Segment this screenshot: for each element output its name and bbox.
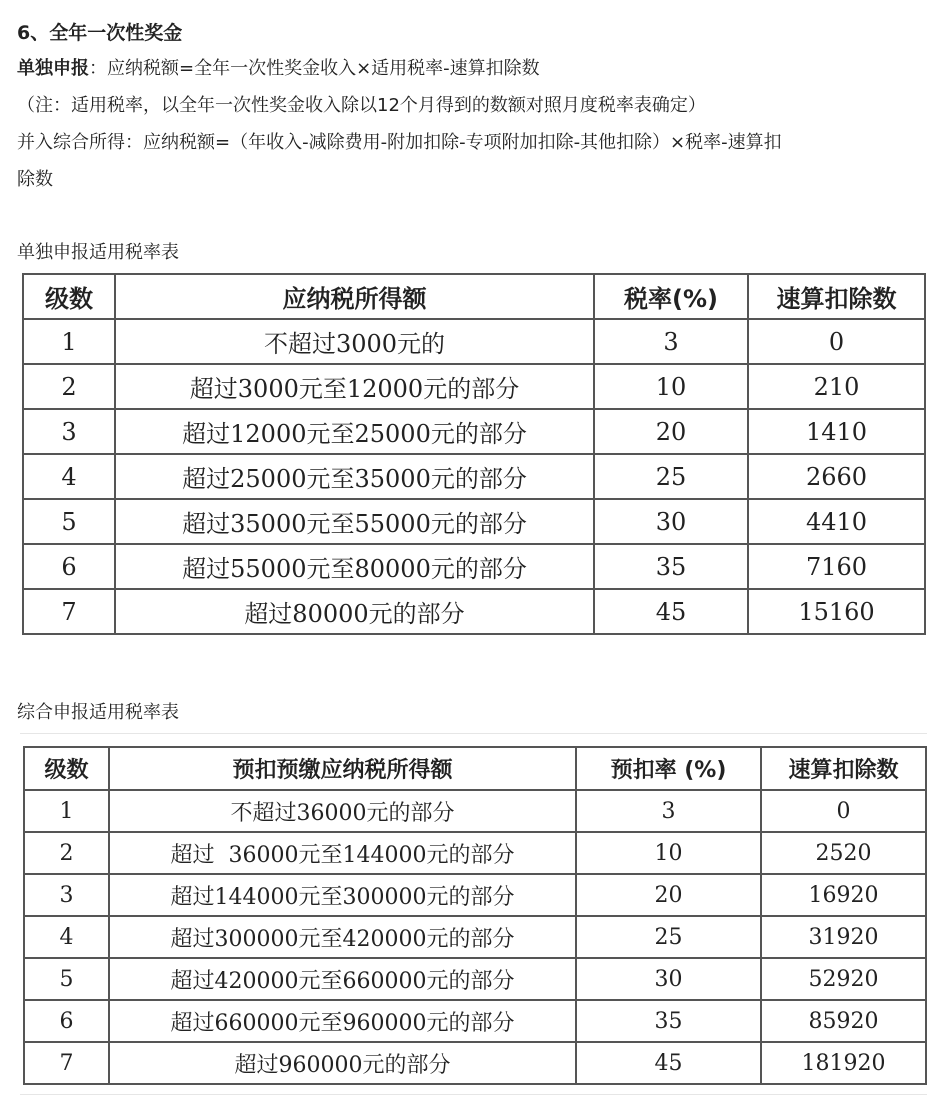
cell-level: 3 (24, 874, 109, 916)
cell-level: 7 (24, 1042, 109, 1084)
table-row (23, 499, 925, 544)
header-deduction: 速算扣除数 (748, 274, 925, 319)
table-row (24, 832, 926, 874)
header-withholding-income: 预扣预缴应纳税所得额 (109, 747, 576, 790)
cell-income: 超过144000元至300000元的部分 (109, 874, 576, 916)
cell-income: 超过420000元至660000元的部分 (109, 958, 576, 1000)
cell-income: 超过25000元至35000元的部分 (115, 454, 594, 499)
cell-deduction: 16920 (761, 874, 926, 916)
cell-income: 超过80000元的部分 (115, 589, 594, 634)
cell-rate: 20 (576, 874, 761, 916)
table-header-row (24, 747, 926, 790)
section-heading: 6、全年一次性奖金 (17, 22, 183, 44)
cell-level: 4 (23, 454, 115, 499)
cell-rate: 10 (594, 364, 748, 409)
cell-income: 超过660000元至960000元的部分 (109, 1000, 576, 1042)
cell-deduction: 2660 (748, 454, 925, 499)
cell-rate: 45 (594, 589, 748, 634)
cell-rate: 25 (576, 916, 761, 958)
cell-rate: 45 (576, 1042, 761, 1084)
cell-income: 超过55000元至80000元的部分 (115, 544, 594, 589)
table-row (24, 958, 926, 1000)
table-row (23, 589, 925, 634)
cell-level: 6 (24, 1000, 109, 1042)
cell-deduction: 181920 (761, 1042, 926, 1084)
cell-rate: 35 (576, 1000, 761, 1042)
combined-tax-rate-table (23, 746, 927, 1085)
formula-combined: 并入综合所得：应纳税额=（年收入-减除费用-附加扣除-专项附加扣除-其他扣除）×税率-速算扣 (17, 132, 782, 153)
cell-level: 3 (23, 409, 115, 454)
cell-deduction: 210 (748, 364, 925, 409)
header-deduction: 速算扣除数 (761, 747, 926, 790)
cell-deduction: 1410 (748, 409, 925, 454)
table-row (24, 1042, 926, 1084)
cell-rate: 35 (594, 544, 748, 589)
cell-rate: 30 (576, 958, 761, 1000)
cell-deduction: 85920 (761, 1000, 926, 1042)
cell-income: 超过300000元至420000元的部分 (109, 916, 576, 958)
cell-level: 1 (23, 319, 115, 364)
header-rate: 税率(%) (594, 274, 748, 319)
header-level: 级数 (23, 274, 115, 319)
cell-deduction: 4410 (748, 499, 925, 544)
cell-level: 4 (24, 916, 109, 958)
separate-tax-rate-table (22, 273, 926, 635)
table2-caption: 综合申报适用税率表 (17, 702, 179, 723)
cell-deduction: 52920 (761, 958, 926, 1000)
cell-income: 超过3000元至12000元的部分 (115, 364, 594, 409)
cell-income: 不超过36000元的部分 (109, 790, 576, 832)
table-header-row (23, 274, 925, 319)
table-row (23, 544, 925, 589)
cell-rate: 25 (594, 454, 748, 499)
cell-level: 7 (23, 589, 115, 634)
formula-separate (17, 54, 540, 80)
table-row (24, 916, 926, 958)
cell-level: 2 (24, 832, 109, 874)
cell-level: 1 (24, 790, 109, 832)
cell-level: 5 (24, 958, 109, 1000)
separate-label: 单独申报 (17, 58, 89, 79)
table-row (23, 364, 925, 409)
table-row (23, 454, 925, 499)
table-row (24, 874, 926, 916)
cell-rate: 30 (594, 499, 748, 544)
header-withholding-rate: 预扣率 (%) (576, 747, 761, 790)
cell-level: 6 (23, 544, 115, 589)
cell-rate: 3 (594, 319, 748, 364)
table-row (23, 319, 925, 364)
cell-deduction: 2520 (761, 832, 926, 874)
cell-income: 超过12000元至25000元的部分 (115, 409, 594, 454)
cell-deduction: 0 (748, 319, 925, 364)
separate-formula: ：应纳税额=全年一次性奖金收入×适用税率-速算扣除数 (89, 58, 540, 79)
cell-rate: 3 (576, 790, 761, 832)
cell-income: 超过960000元的部分 (109, 1042, 576, 1084)
cell-level: 2 (23, 364, 115, 409)
cell-deduction: 7160 (748, 544, 925, 589)
header-taxable-income: 应纳税所得额 (115, 274, 594, 319)
cell-income: 超过35000元至55000元的部分 (115, 499, 594, 544)
header-level: 级数 (24, 747, 109, 790)
table-row (24, 790, 926, 832)
formula-combined-cont: 除数 (17, 169, 53, 190)
cell-deduction: 15160 (748, 589, 925, 634)
cell-income: 超过 36000元至144000元的部分 (109, 832, 576, 874)
cell-deduction: 31920 (761, 916, 926, 958)
table1-caption: 单独申报适用税率表 (17, 242, 179, 263)
cell-income: 不超过3000元的 (115, 319, 594, 364)
cell-rate: 20 (594, 409, 748, 454)
cell-rate: 10 (576, 832, 761, 874)
cell-deduction: 0 (761, 790, 926, 832)
table-row (24, 1000, 926, 1042)
rate-note: （注：适用税率，以全年一次性奖金收入除以12个月得到的数额对照月度税率表确定） (17, 95, 706, 116)
cell-level: 5 (23, 499, 115, 544)
table-row (23, 409, 925, 454)
